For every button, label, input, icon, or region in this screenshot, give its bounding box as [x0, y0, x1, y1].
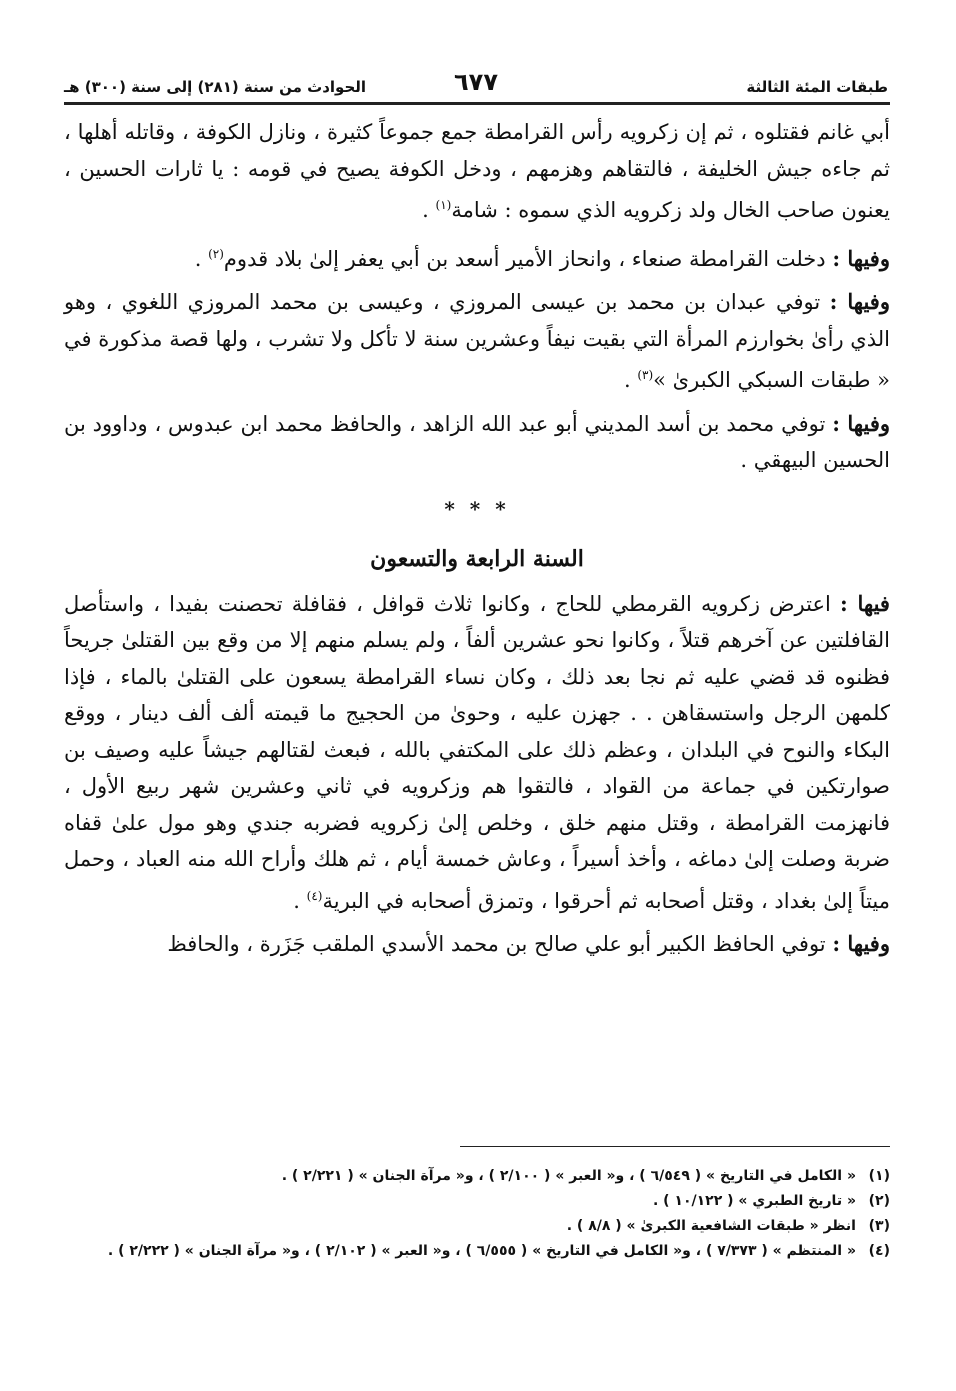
header-rule [64, 102, 890, 105]
paragraph-lead: وفيها : [832, 931, 890, 956]
paragraph-text: توفي الحافظ الكبير أبو علي صالح بن محمد الأسدي الملقب جَزَرة ، والحافظ [167, 932, 833, 956]
paragraph-tail: . [422, 198, 436, 222]
paragraph-text: أبي غانم فقتلوه ، ثم إن زكرويه رأس القرامطة جمع جموعاً كثيرة ، ونازل الكوفة ، وقاتله أهلها ، ثم جاءه جيش الخليفة ، فالتقاهم وهزمهم ، ودخل الكوفة يصيح في قومه : يا ثارات الحسين ، يعنون صاحب الخال ولد زكرويه الذي سموه : شامة [64, 120, 890, 222]
paragraph [64, 586, 890, 920]
paragraph-lead: وفيها : [829, 289, 890, 314]
paragraph-lead: وفيها : [832, 410, 890, 436]
footnote-number: (٢) [868, 1193, 890, 1209]
footnote [64, 1164, 890, 1189]
footnote-text: « تاريخ الطبري » ( ١٠/١٢٢ ) . [652, 1193, 856, 1209]
paragraph-text: توفي عبدان بن محمد بن عيسى المروزي ، وعيسى بن محمد المروزي اللغوي ، وهو الذي رأىٰ بخوارزم المرأة التي بقيت نيفاً وعشرين سنة لا تأكل ولا تشرب ، ولها قصة مذكورة في « طبقات السبكي الكبرىٰ » [64, 290, 890, 392]
footnote-text: انظر « طبقات الشافعية الكبرىٰ » ( ٨/٨ ) . [566, 1218, 856, 1234]
paragraph-tail: . [194, 246, 209, 271]
main-text [64, 114, 890, 970]
footnote-ref: (١) [435, 198, 452, 212]
paragraph-tail: . [623, 368, 638, 392]
footnote-number: (٤) [868, 1243, 890, 1259]
footnote-text: « المنتظم » ( ٧/٣٧٣ ) ، و« الكامل في التاريخ » ( ٦/٥٥٥ ) ، و« العبر » ( ٢/١٠٢ ) ، و« مرآة الجنان » ( ٢/٢٢٢ ) . [107, 1243, 856, 1259]
running-header [64, 62, 888, 96]
footnote-ref: (٢) [208, 246, 224, 261]
footnote-number: (١) [868, 1168, 890, 1184]
paragraph [64, 114, 890, 229]
footnote [64, 1239, 890, 1264]
paragraph-text: دخلت القرامطة صنعاء ، وانحاز الأمير أسعد بن أبي يعفر إلىٰ بلاد قدوم [223, 246, 833, 271]
footnote [64, 1189, 890, 1214]
section-divider: * * * [444, 496, 510, 521]
paragraph-text: توفي محمد بن أسد المديني أبو عبد الله الزاهد ، والحافظ محمد ابن عبدوس ، وداوود بن الحسين البيهقي . [64, 411, 890, 472]
footnote-ref: (٤) [306, 888, 323, 903]
paragraph-text: اعترض زكرويه القرمطي للحاج ، وكانوا ثلاث قوافل ، فقافلة تحصنت بفيدا ، واستأصل القافلتين عن آخرهم قتلاً ، وكانوا نحو عشرين ألفاً ، ولم يسلم منهم إلا من وقع بين القتلىٰ جريحاً فظنوه قد قضي عليه ثم نجا بعد ذلك ، وكان نساء القرامطة يسعون على القتلىٰ بالماء ، فإذا كلمهن الرجل واستسقاهن . . جهزن عليه ، وحوىٰ من الحجيج ما قيمته ألف ألف دينار ، ووقع البكاء والنوح في البلدان ، وعظم ذلك على المكتفي بالله ، فبعث لقتالهم جيشاً عليه وصيف بن صوارتكين في جماعة من القواد ، فالتقوا هم وزكرويه في ثاني وعشرين شهر ربيع الأول ، فانهزمت القرامطة ، وقتل منهم خلق ، وخلص إلىٰ زكرويه فضربه جندي وهو مول علىٰ قفاه ضربة وصلت إلىٰ دماغه ، وأخذ أسيراً ، وعاش خمسة أيام ، ثم هلك وأراح الله منه العباد ، وحمل ميتاً إلىٰ بغداد ، وقتل أصحابه ثم أحرقوا ، وتمزق أصحابه في البرية [64, 591, 890, 913]
section-title: السنة الرابعة والتسعون [370, 546, 584, 572]
footnote-ref: (٣) [637, 368, 654, 382]
header-right-title: طبقات المئة الثالثة [746, 78, 888, 96]
paragraph [64, 284, 890, 399]
footnote-rule [460, 1146, 890, 1147]
paragraph [64, 926, 890, 963]
paragraph-lead: فيها : [839, 590, 890, 616]
header-left-title: الحوادث من سنة (٢٨١) إلى سنة (٣٠٠) هـ [64, 78, 367, 96]
paragraph [64, 406, 890, 479]
footnote-text: « الكامل في التاريخ » ( ٦/٥٤٩ ) ، و« العبر » ( ٢/١٠٠ ) ، و« مرآة الجنان » ( ٢/٢٢١ ) . [281, 1168, 856, 1184]
page-number: ٦٧٧ [454, 68, 498, 96]
footnote [64, 1214, 890, 1239]
paragraph-lead: وفيها : [832, 245, 890, 271]
paragraph-tail: . [293, 888, 307, 913]
footnote-number: (٣) [868, 1218, 890, 1234]
footnotes [64, 1164, 890, 1264]
paragraph [64, 236, 890, 278]
